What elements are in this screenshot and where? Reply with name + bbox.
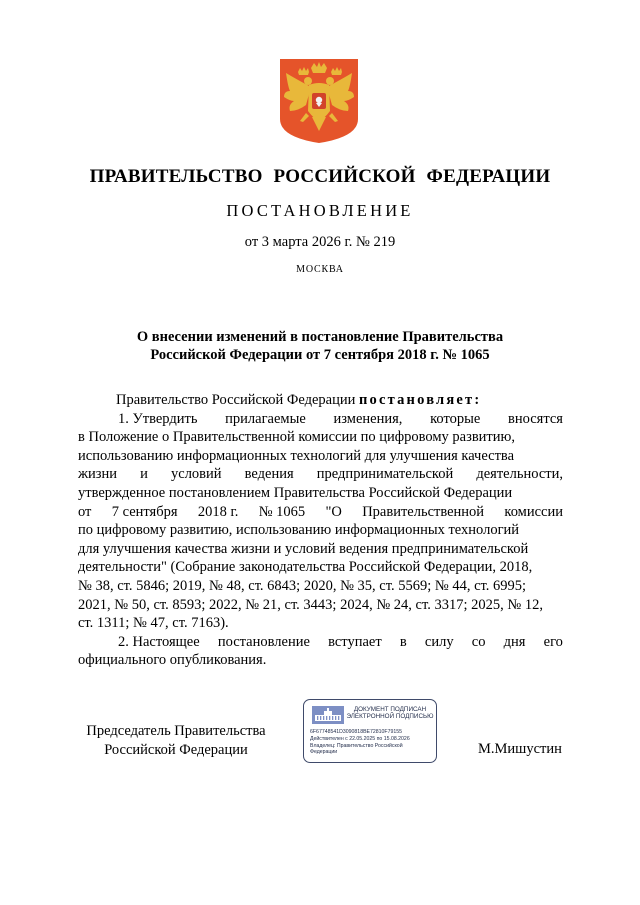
word: 2. Настоящее	[118, 633, 200, 650]
preamble-text: Правительство Российской Федерации	[116, 392, 359, 408]
word: 1. Утвердить	[118, 410, 198, 427]
document-subject	[0, 328, 640, 364]
word: предпринимательской	[316, 466, 454, 483]
subject-line-2: Российской Федерации от 7 сентября 2018 г. № 1065	[150, 347, 490, 363]
word: жизни	[78, 466, 118, 483]
signatory-position	[78, 722, 274, 760]
word: изменения,	[333, 410, 403, 427]
building-icon	[312, 706, 344, 724]
word: силу	[424, 633, 454, 650]
item-1-line-1	[78, 410, 563, 429]
word: ведения	[244, 466, 294, 483]
word: его	[543, 633, 563, 650]
government-title: ПРАВИТЕЛЬСТВО РОССИЙСКОЙ ФЕДЕРАЦИИ	[89, 166, 551, 187]
item-1-line-8	[78, 540, 563, 559]
item-1-line-5	[78, 484, 563, 503]
stamp-header-line-2: ЭЛЕКТРОННОЙ ПОДПИСЬЮ	[346, 713, 434, 720]
coat-of-arms-emblem	[278, 57, 360, 144]
word: которые	[430, 410, 481, 427]
line-text: № 38, ст. 5846; 2019, № 48, ст. 6843; 2020, № 35, ст. 5569; № 44, ст. 6995;	[78, 577, 527, 594]
certificate-validity: Действителен с 22.05.2025 по 15.08.2026	[310, 736, 410, 742]
subject-line-1: О внесении изменений в постановление Правительства	[136, 329, 504, 345]
certificate-owner-line-1: Владелец: Правительство Российской	[310, 743, 403, 749]
item-1-line-10	[78, 577, 563, 596]
item-1-line-9	[78, 558, 563, 577]
word: комиссии	[504, 503, 563, 520]
word: условий	[171, 466, 222, 483]
electronic-signature-stamp	[303, 699, 437, 763]
line-text: по цифровому развитию, использованию информационных технологий	[78, 522, 520, 539]
word: Правительственной	[362, 503, 485, 520]
item-1-line-4	[78, 465, 563, 484]
word: деятельности,	[476, 466, 563, 483]
position-line-1: Председатель Правительства	[86, 723, 266, 739]
word: вносятся	[508, 410, 563, 427]
word: 7 сентября	[111, 503, 178, 520]
item-1-line-12	[78, 614, 563, 633]
signatory-name: М.Мишустин	[478, 741, 562, 757]
item-1-line-7	[78, 521, 563, 540]
word: постановление	[217, 633, 310, 650]
stamp-header	[346, 706, 434, 720]
item-1-line-6	[78, 503, 563, 522]
document-city: МОСКВА	[296, 264, 344, 275]
word: вступает	[328, 633, 382, 650]
item-2-line-1	[78, 633, 563, 652]
word: "О	[325, 503, 342, 520]
word: 2018 г.	[197, 503, 239, 520]
word: № 1065	[258, 503, 306, 520]
line-text: использованию информационных технологий для улучшения качества	[78, 447, 515, 464]
line-text: утвержденное постановлением Правительства Российской Федерации	[78, 484, 513, 501]
line-text: 2021, № 50, ст. 8593; 2022, № 21, ст. 3443; 2024, № 24, ст. 3317; 2025, № 12,	[78, 596, 543, 613]
item-1-line-11	[78, 596, 563, 615]
certificate-owner-line-2: Федерации	[310, 749, 338, 755]
word: и	[140, 466, 148, 483]
preamble-verb: постановляет:	[358, 392, 482, 408]
preamble	[78, 391, 563, 410]
document-date-number: от 3 марта 2026 г. № 219	[244, 234, 396, 250]
word: прилагаемые	[225, 410, 306, 427]
certificate-serial: 6F67748541D3090818BE72810F79155	[310, 729, 403, 735]
position-line-2: Российской Федерации	[104, 742, 248, 758]
stamp-header-line-1: ДОКУМЕНТ ПОДПИСАН	[353, 706, 427, 713]
item-2-line-2	[78, 651, 563, 670]
document-type: ПОСТАНОВЛЕНИЕ	[226, 201, 414, 220]
word: в	[399, 633, 407, 650]
line-text: для улучшения качества жизни и условий ведения предпринимательской	[78, 540, 529, 557]
line-text: ст. 1311; № 47, ст. 7163).	[78, 615, 229, 632]
line-text: деятельности" (Собрание законодательства Российской Федерации, 2018,	[78, 559, 533, 576]
item-1-line-2	[78, 428, 563, 447]
word: от	[78, 503, 92, 520]
word: со	[471, 633, 486, 650]
line-text: официального опубликования.	[78, 652, 267, 669]
line-text: в Положение о Правительственной комиссии по цифровому развитию,	[78, 429, 515, 446]
word: дня	[503, 633, 526, 650]
document-body	[78, 391, 563, 670]
item-1-line-3	[78, 447, 563, 466]
